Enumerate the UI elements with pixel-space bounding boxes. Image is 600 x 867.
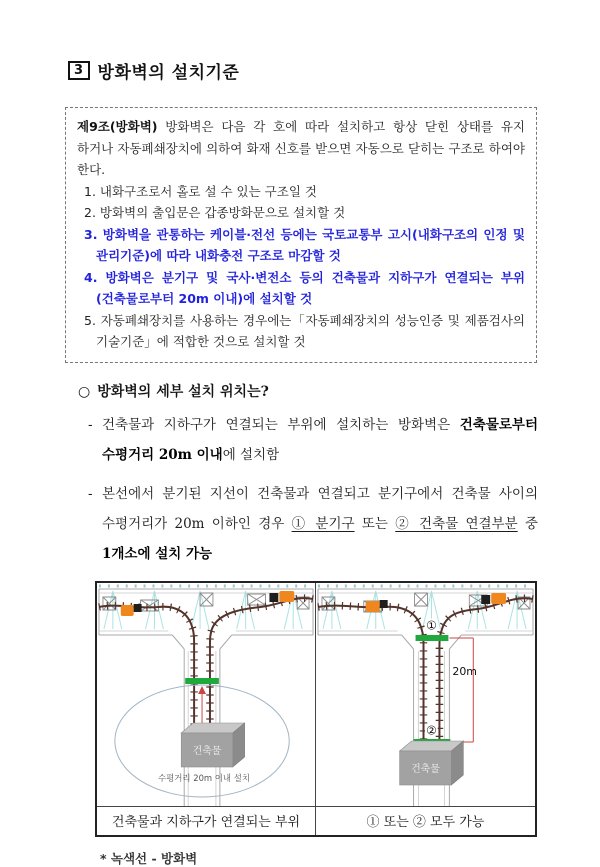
dash-icon: -	[88, 416, 93, 433]
detail-item-2-pre: 본선에서 분기된 지선이 건축물과 연결되고 분기구에서 건축물 사이의 수평거리가 20m 이하인 경우	[102, 485, 538, 532]
detail-item-1	[88, 410, 538, 470]
distance-note: 수평거리 20m 이내 설치	[158, 772, 251, 783]
detail-item-2-bold: 1개소에 설치 가능	[102, 545, 213, 562]
page-title-text: 방화벽의 설치기준	[97, 63, 240, 83]
regulation-heading: 제9조(방화벽)	[77, 119, 158, 134]
regulation-intro-text: 방화벽은 다음 각 호에 따라 설치하고 항상 닫힌 상태를 유지 하거나 자동폐쇄장치에 의하여 화재 신호를 받으면 자동으로 닫히는 구조로 하여야 한다.	[77, 119, 525, 177]
tunnel-diagram-left	[97, 583, 315, 806]
figure-panel-left	[97, 583, 316, 806]
detail-item-2-underline-1: ① 분기구	[291, 515, 355, 532]
regulation-item-2: 2. 방화벽의 출입문은 갑종방화문으로 설치할 것	[84, 205, 346, 220]
figure-panel-right	[316, 583, 535, 806]
detail-section	[0, 381, 600, 569]
figure-images-row	[97, 583, 535, 806]
building-label: 건축물	[411, 763, 440, 775]
firewall-bar-icon	[185, 678, 219, 684]
junction-marker-1	[425, 618, 438, 632]
detail-item-2-mid-1: 또는	[354, 515, 396, 532]
detail-heading-text: 방화벽의 세부 설치 위치는?	[97, 383, 269, 400]
detail-item-1-bold: 건축물로부터 수평거리 20m 이내	[102, 416, 538, 463]
building-box	[181, 723, 244, 767]
dash-icon: -	[88, 485, 93, 502]
svg-text:②: ②	[426, 722, 437, 738]
svg-text:①: ①	[426, 617, 437, 633]
dimension-lines	[449, 638, 473, 742]
section-number-icon: 3	[68, 61, 90, 80]
regulation-item-5: 5. 자동폐쇄장치를 사용하는 경우에는「자동폐쇄장치의 성능인증 및 제품검사의 기술기준」에 적합한 것으로 설치할 것	[84, 312, 525, 349]
building-label: 건축물	[192, 745, 222, 757]
regulation-intro	[77, 116, 525, 181]
detail-item-1-text	[102, 410, 538, 470]
detail-item-2-mid-2: 중	[517, 515, 538, 532]
tunnel-diagram-right	[316, 583, 535, 806]
figure-table	[95, 581, 537, 837]
figure-caption-right: ① 또는 ② 모두 가능	[366, 814, 485, 830]
detail-item-2	[88, 479, 538, 569]
regulation-item-1: 1. 내화구조로서 홀로 설 수 있는 구조일 것	[84, 183, 317, 199]
building-box	[400, 741, 464, 785]
circle-bullet-icon: ○	[78, 383, 91, 400]
regulation-item-3: 3. 방화벽을 관통하는 케이블·전선 등에는 국토교통부 고시(내화구조의 인정 및 관리기준)에 따라 내화충전 구조로 마감할 것	[84, 226, 525, 263]
detail-item-2-text	[102, 479, 538, 569]
detail-heading	[78, 381, 600, 401]
figure-captions-row	[97, 806, 535, 835]
page-title	[68, 58, 600, 83]
footnote: * 녹색선 - 방화벽	[100, 850, 198, 866]
junction-marker-2	[425, 723, 438, 737]
detail-item-1-post: 에 설치함	[222, 446, 280, 463]
figure-caption-left: 건축물과 지하구가 연결되는 부위	[97, 807, 316, 835]
detail-item-2-underline-2: ② 건축물 연결부분	[395, 515, 518, 532]
regulation-item-4: 4. 방화벽은 분기구 및 국사·변전소 등의 건축물과 지하구가 연결되는 부위 (건축물로부터 20m 이내)에 설치할 것	[84, 269, 525, 306]
regulation-box	[65, 107, 537, 363]
detail-item-1-pre: 건축물과 지하구가 연결되는 부위에 설치하는 방화벽은	[102, 416, 460, 433]
distance-value: 20m	[452, 664, 477, 678]
firewall-bar-icon	[416, 635, 449, 641]
